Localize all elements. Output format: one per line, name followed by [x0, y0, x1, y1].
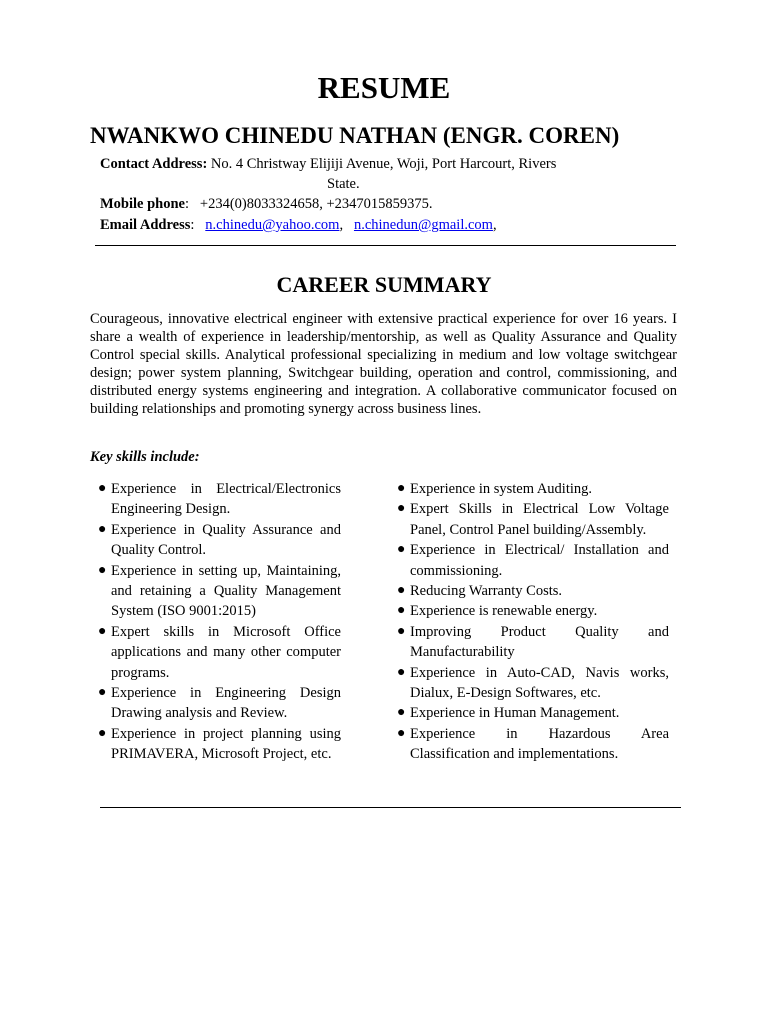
- skill-text: Experience in Electrical/Electronics Engineering Design.: [111, 481, 341, 518]
- email-label: Email Address: [100, 217, 191, 233]
- contact-address-value: No. 4 Christway Elijiji Avenue, Woji, Port Harcourt, Rivers: [210, 156, 557, 172]
- skill-item: [100, 479, 341, 520]
- skill-text: Reducing Warranty Costs.: [410, 583, 563, 600]
- mobile-phone-line: [100, 194, 433, 214]
- bullet-icon: ●: [397, 542, 406, 558]
- skill-item: [100, 622, 341, 683]
- skill-text: Experience in Human Management.: [410, 705, 620, 722]
- email-sep: :: [190, 217, 195, 233]
- contact-address-line: [100, 154, 556, 174]
- bullet-icon: ●: [98, 685, 107, 701]
- contact-address-line2: State.: [327, 176, 360, 192]
- mobile-phone-value: +234(0)8033324658, +2347015859375.: [199, 196, 433, 212]
- bullet-icon: ●: [397, 501, 406, 517]
- email-line: [100, 215, 497, 235]
- bullet-icon: ●: [397, 725, 406, 741]
- skill-text: Expert Skills in Electrical Low Voltage Panel, Control Panel building/Assembly.: [410, 501, 669, 538]
- skill-item: [399, 663, 669, 704]
- skill-item: [100, 520, 341, 561]
- skill-item: [399, 724, 669, 765]
- skill-text: Expert skills in Microsoft Office applications and many other computer programs.: [111, 623, 341, 681]
- skill-item: [399, 581, 669, 601]
- bullet-icon: ●: [98, 521, 107, 537]
- resume-title: RESUME: [317, 70, 451, 105]
- skill-item: [399, 540, 669, 581]
- skill-text: Experience in Engineering Design Drawing analysis and Review.: [111, 685, 341, 722]
- skill-text: Improving Product Quality and Manufacturability: [410, 623, 669, 661]
- skill-item: [100, 724, 341, 765]
- bullet-icon: ●: [397, 664, 406, 680]
- skill-text: Experience in Hazardous Area Classification and implementations.: [410, 725, 669, 763]
- skill-text: Experience is renewable energy.: [410, 603, 598, 620]
- skill-item: [399, 499, 669, 540]
- skill-text: Experience in project planning using PRIMAVERA, Microsoft Project, etc.: [111, 725, 341, 763]
- skill-text: Experience in Quality Assurance and Quality Control.: [111, 521, 341, 559]
- bullet-icon: ●: [397, 623, 406, 639]
- bullet-icon: ●: [397, 603, 406, 619]
- skill-item: [399, 622, 669, 663]
- key-skills-heading: Key skills include:: [90, 449, 200, 465]
- bullet-icon: ●: [98, 623, 107, 639]
- skill-text: Experience in setting up, Maintaining, and retaining a Quality Management System (ISO 9001:2015): [111, 562, 341, 620]
- key-skills-right-list: [399, 479, 669, 765]
- section-bottom-divider: [100, 807, 681, 808]
- career-summary-heading: CAREER SUMMARY: [276, 272, 492, 297]
- bullet-icon: ●: [397, 583, 406, 599]
- email-link-gmail[interactable]: n.chinedun@gmail.com: [353, 217, 493, 233]
- bullet-icon: ●: [397, 705, 406, 721]
- mobile-phone-label: Mobile phone: [100, 196, 185, 212]
- skill-text: Experience in Auto-CAD, Navis works, Dialux, E-Design Softwares, etc.: [410, 664, 669, 702]
- skill-item: [399, 601, 669, 621]
- bullet-icon: ●: [98, 481, 107, 496]
- skill-text: Experience in system Auditing.: [410, 481, 593, 497]
- career-summary-text: Courageous, innovative electrical engineer with extensive practical experience for over 16 years. I share a wealth of experience in leadership/mentorship, as well as Quality Assurance and Quality Control special skills. Analytical professional specializing in medium and low voltage switchgear design; power system planning, Switchgear building, operation and control, commissioning, and distributed energy systems engineering and integration. A collaborative communicator focused on building relationships and promoting synergy across business lines.: [90, 311, 677, 417]
- header-divider: [95, 245, 676, 246]
- bullet-icon: ●: [397, 481, 406, 496]
- bullet-icon: ●: [98, 562, 107, 578]
- skill-item: [100, 561, 341, 622]
- skill-text: Experience in Electrical/ Installation and commissioning.: [410, 542, 669, 579]
- skill-item: [399, 703, 669, 723]
- key-skills-left-list: [100, 479, 341, 765]
- candidate-name: NWANKWO CHINEDU NATHAN (ENGR. COREN): [90, 123, 620, 148]
- bullet-icon: ●: [98, 725, 107, 741]
- email-link-yahoo[interactable]: n.chinedu@yahoo.com: [205, 217, 340, 233]
- email-separator: ,: [339, 217, 344, 233]
- contact-address-label: Contact Address:: [100, 156, 208, 172]
- skill-item: [399, 479, 669, 499]
- skill-item: [100, 683, 341, 724]
- email-trailing-comma: ,: [492, 217, 497, 233]
- mobile-phone-sep: :: [185, 196, 190, 212]
